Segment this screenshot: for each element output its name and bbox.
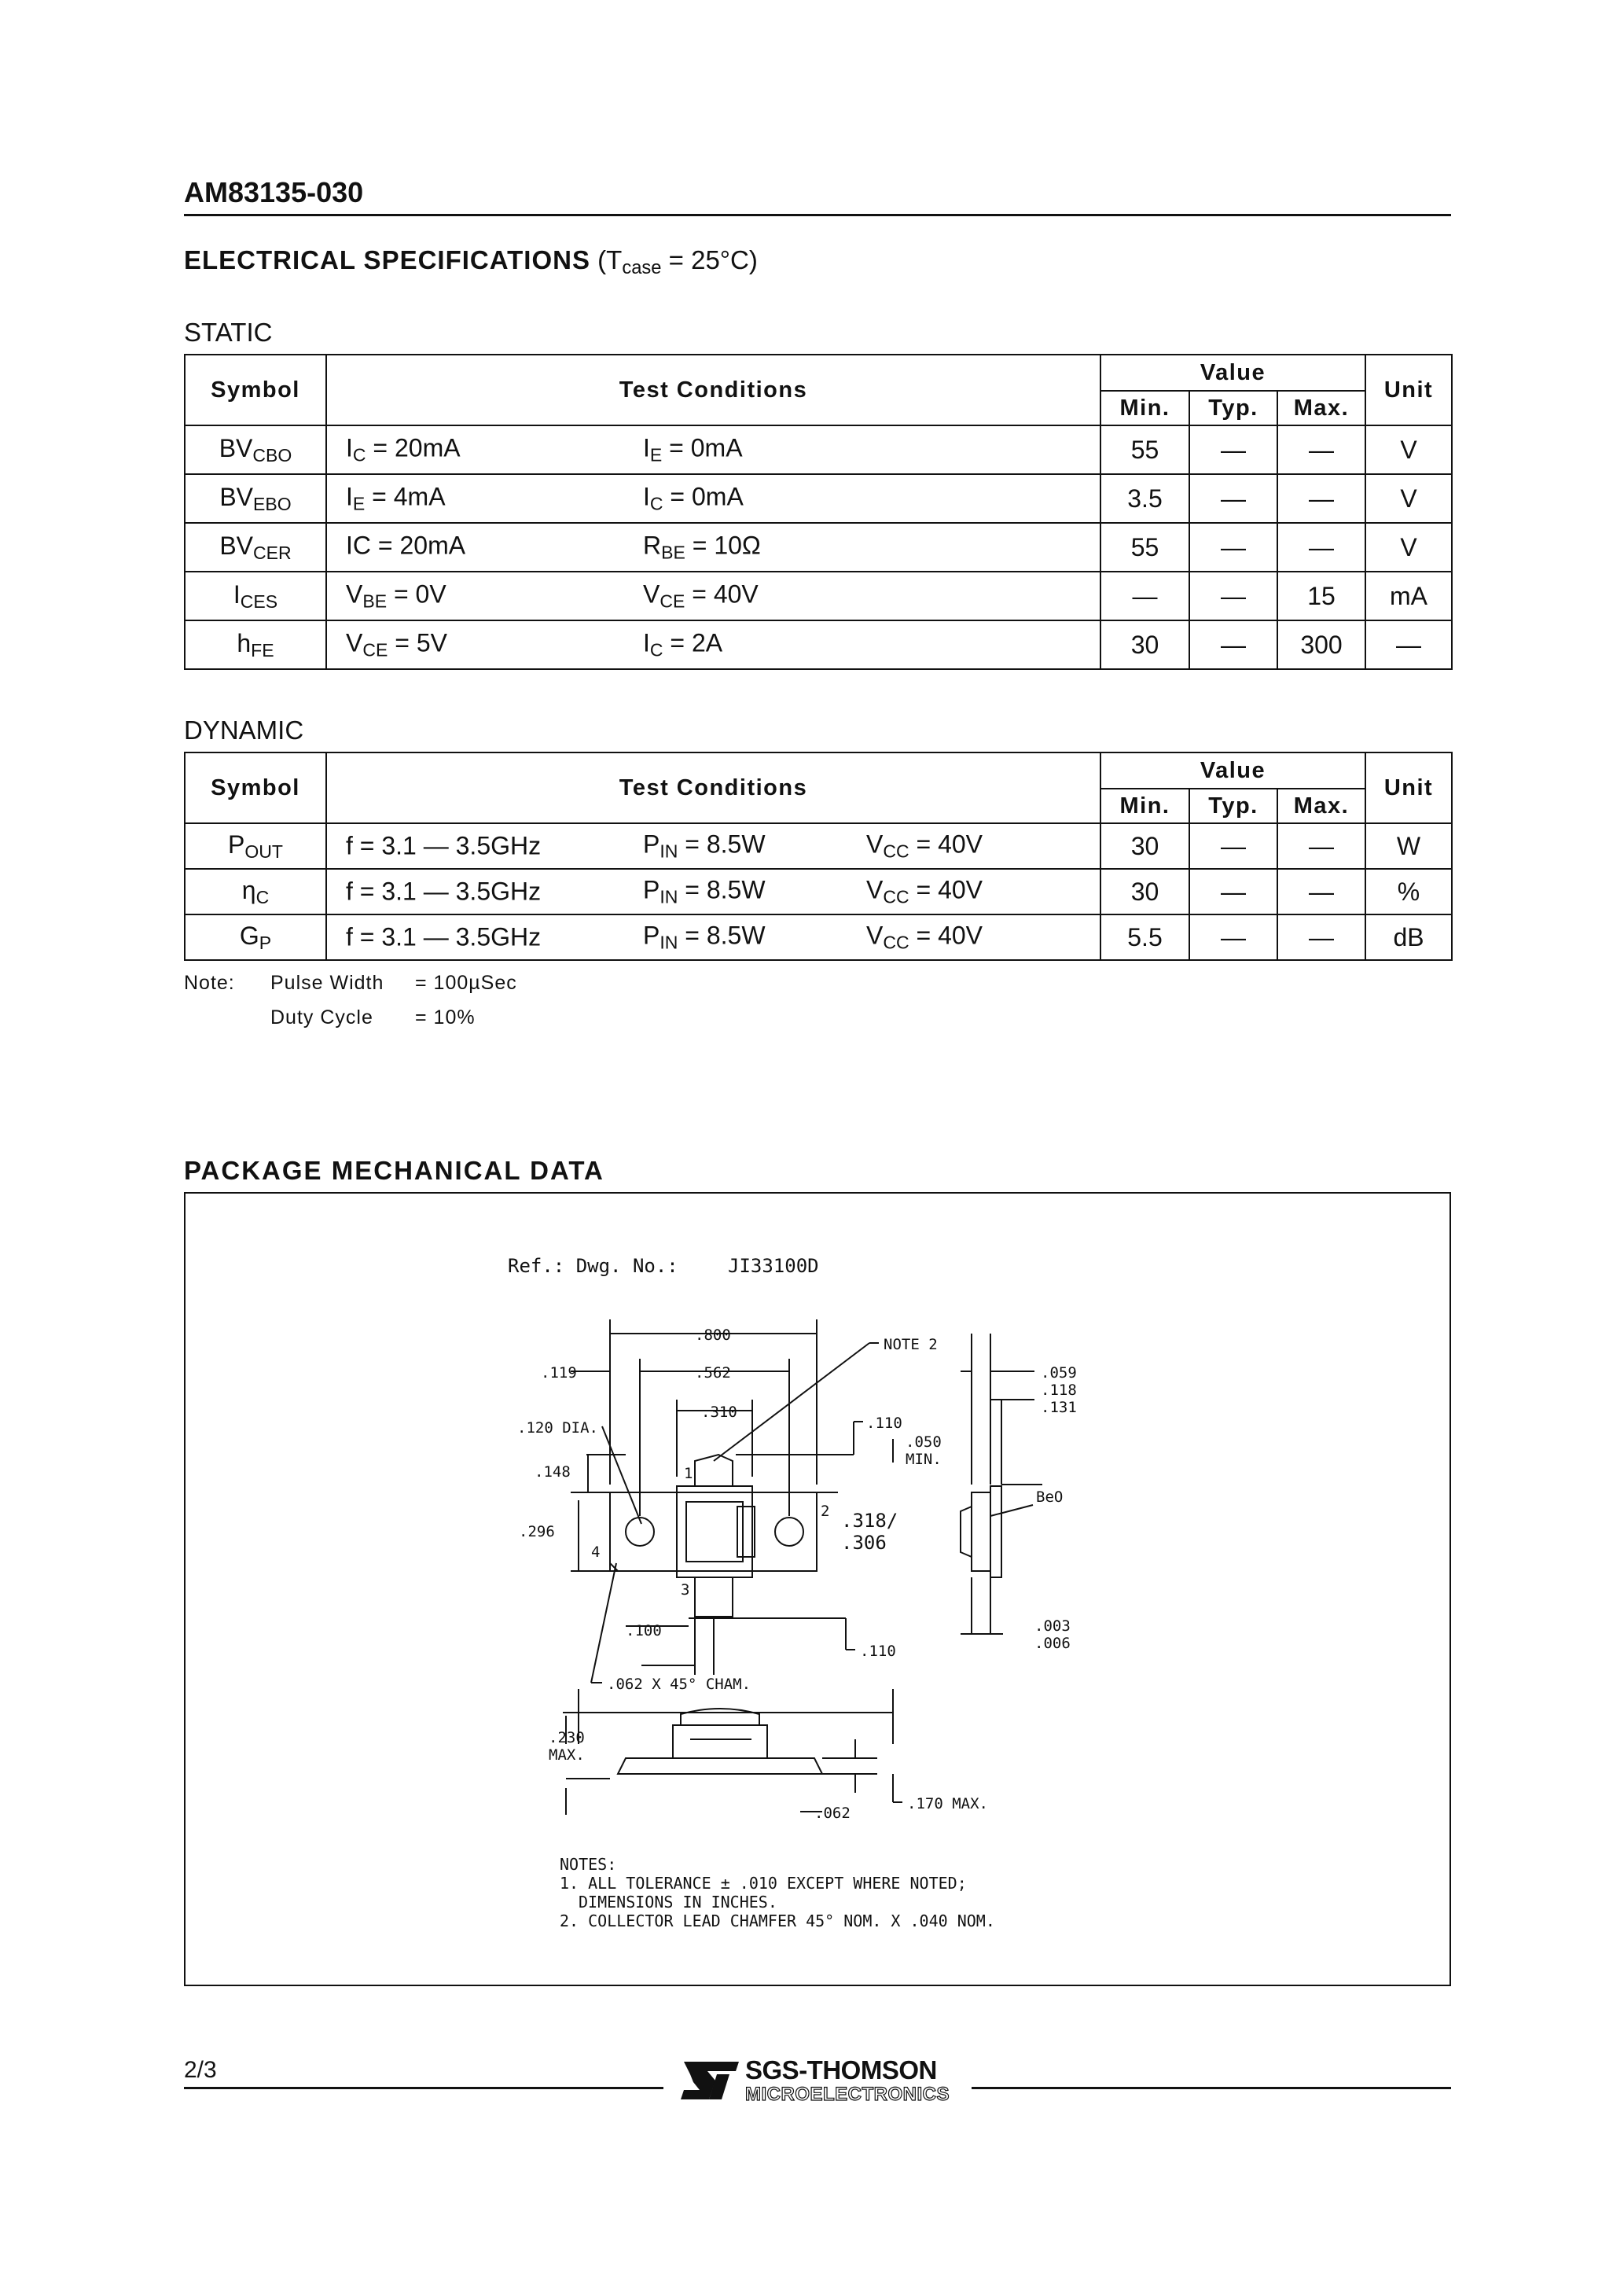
col-typ: Typ. xyxy=(1189,391,1277,425)
collector-lead xyxy=(695,1455,733,1486)
package-drawing xyxy=(186,1194,1449,1985)
symbol-cell: $P_{OUT}$ xyxy=(185,823,326,869)
side-flange xyxy=(972,1492,990,1571)
max-cell: 15 xyxy=(1277,572,1365,620)
dim-110b: .110 xyxy=(860,1643,896,1660)
typ-cell: — xyxy=(1189,914,1277,960)
power-condition: $P_{IN} = 8.5W$ xyxy=(643,830,766,862)
symbol-cell: $BV_{EBO}$ xyxy=(185,474,326,523)
conditions-cell xyxy=(326,572,1100,620)
dynamic-row xyxy=(185,823,1452,869)
condition-2: $I_C = 2A$ xyxy=(643,628,723,660)
dynamic-row xyxy=(185,869,1452,914)
conditions-cell xyxy=(326,823,1100,869)
brand-name: SGS-THOMSON xyxy=(745,2055,937,2084)
front-view xyxy=(563,1689,902,1815)
body-outline xyxy=(677,1486,752,1577)
col-value: Value xyxy=(1100,355,1365,391)
condition-2: $R_{BE} = 10\Omega$ xyxy=(643,531,761,563)
part-number: AM83135-030 xyxy=(184,176,364,208)
max-cell: — xyxy=(1277,523,1365,572)
dim-230: .230 xyxy=(549,1729,585,1746)
frequency-condition: f = 3.1 — 3.5GHz xyxy=(346,877,542,906)
power-condition: $P_{IN} = 8.5W$ xyxy=(643,921,766,953)
dynamic-label: DYNAMIC xyxy=(184,716,304,745)
col-symbol: Symbol xyxy=(185,752,326,823)
page-number: 2/3 xyxy=(184,2057,217,2083)
unit-cell: V xyxy=(1365,523,1452,572)
col-unit: Unit xyxy=(1365,355,1452,425)
mount-hole-right xyxy=(775,1518,803,1546)
package-drawing-box xyxy=(184,1192,1451,1986)
frequency-condition: f = 3.1 — 3.5GHz xyxy=(346,922,542,951)
dim-note2: NOTE 2 xyxy=(884,1336,938,1353)
typ-cell: — xyxy=(1189,869,1277,914)
cap-outline xyxy=(686,1502,743,1562)
brand-sub: MICROELECTRONICS xyxy=(745,2084,950,2105)
side-view xyxy=(961,1334,1042,1634)
note-duty-key: Duty Cycle xyxy=(270,1006,373,1028)
condition-1: $I_C = 20mA$ xyxy=(346,433,461,465)
symbol-cell: $\eta_C$ xyxy=(185,869,326,914)
unit-cell: W xyxy=(1365,823,1452,869)
electrical-heading xyxy=(184,245,758,279)
package-heading: PACKAGE MECHANICAL DATA xyxy=(184,1156,604,1185)
frequency-condition: f = 3.1 — 3.5GHz xyxy=(346,831,542,860)
symbol-cell: $h_{FE}$ xyxy=(185,620,326,669)
typ-cell: — xyxy=(1189,425,1277,474)
col-min: Min. xyxy=(1100,789,1189,823)
dim-296: .296 xyxy=(519,1523,555,1540)
front-cap xyxy=(681,1709,759,1725)
footer-rule-right xyxy=(972,2087,1451,2089)
static-row xyxy=(185,474,1452,523)
dim-100: .100 xyxy=(626,1622,662,1639)
min-cell: 30 xyxy=(1100,823,1189,869)
symbol-cell: $BV_{CER}$ xyxy=(185,523,326,572)
conditions-cell xyxy=(326,869,1100,914)
col-min: Min. xyxy=(1100,391,1189,425)
dynamic-row xyxy=(185,914,1452,960)
dimension-labels xyxy=(517,1326,1077,1822)
notes-title: NOTES: xyxy=(560,1855,617,1874)
col-conditions: Test Conditions xyxy=(326,355,1100,425)
top-view xyxy=(571,1319,893,1683)
condition-1: IC = 20mA xyxy=(346,531,466,560)
side-cap xyxy=(961,1507,972,1557)
conditions-cell xyxy=(326,914,1100,960)
dim-170: .170 MAX. xyxy=(907,1795,988,1812)
col-value: Value xyxy=(1100,752,1365,789)
conditions-cell xyxy=(326,425,1100,474)
notes-1b: DIMENSIONS IN INCHES. xyxy=(579,1893,777,1911)
note-duty-val: = 10% xyxy=(415,1006,476,1028)
unit-cell: % xyxy=(1365,869,1452,914)
static-row xyxy=(185,425,1452,474)
unit-cell: V xyxy=(1365,474,1452,523)
dim-800: .800 xyxy=(695,1326,731,1344)
min-cell: 3.5 xyxy=(1100,474,1189,523)
max-cell: — xyxy=(1277,823,1365,869)
max-cell: — xyxy=(1277,914,1365,960)
base-lead xyxy=(695,1577,733,1617)
dim-562: .562 xyxy=(695,1364,731,1382)
front-flange xyxy=(618,1758,822,1774)
static-row xyxy=(185,572,1452,620)
dim-118: .118 xyxy=(1041,1382,1077,1399)
flange-outline xyxy=(610,1492,817,1571)
electrical-condition: $(T_{case} = 25^\circ C)$ xyxy=(597,245,758,278)
voltage-condition: $V_{CC} = 40V$ xyxy=(866,830,983,862)
col-max: Max. xyxy=(1277,789,1365,823)
pin-1: 1 xyxy=(684,1465,693,1482)
pin-4: 4 xyxy=(591,1544,601,1561)
note-label: Note: xyxy=(184,972,235,994)
dim-chamfer: .062 X 45° CHAM. xyxy=(607,1676,751,1693)
unit-cell: mA xyxy=(1365,572,1452,620)
dim-059: .059 xyxy=(1041,1364,1077,1382)
condition-1: $V_{BE} = 0V$ xyxy=(346,580,446,612)
unit-cell: — xyxy=(1365,620,1452,669)
min-cell: 30 xyxy=(1100,620,1189,669)
symbol-cell: $G_P$ xyxy=(185,914,326,960)
typ-cell: — xyxy=(1189,620,1277,669)
dim-beo: BeO xyxy=(1036,1488,1064,1506)
dim-min: MIN. xyxy=(906,1451,942,1468)
voltage-condition: $V_{CC} = 40V$ xyxy=(866,921,983,953)
notes-2: 2. COLLECTOR LEAD CHAMFER 45° NOM. X .040 NOM. xyxy=(560,1911,995,1930)
condition-2: $I_C = 0mA$ xyxy=(643,482,744,514)
max-cell: — xyxy=(1277,425,1365,474)
static-row xyxy=(185,620,1452,669)
pin-3: 3 xyxy=(681,1581,690,1599)
footer-rule-left xyxy=(184,2087,663,2089)
dim-006: .006 xyxy=(1034,1635,1071,1652)
header-rule xyxy=(184,214,1451,216)
dim-050: .050 xyxy=(906,1433,942,1451)
note-pulse-val: = 100µSec xyxy=(415,972,517,994)
typ-cell: — xyxy=(1189,523,1277,572)
col-max: Max. xyxy=(1277,391,1365,425)
typ-cell: — xyxy=(1189,572,1277,620)
min-cell: 55 xyxy=(1100,523,1189,572)
power-condition: $P_{IN} = 8.5W$ xyxy=(643,875,766,907)
dim-119: .119 xyxy=(541,1364,577,1382)
max-cell: — xyxy=(1277,869,1365,914)
drawing-notes xyxy=(560,1855,995,1930)
typ-cell: — xyxy=(1189,474,1277,523)
col-symbol: Symbol xyxy=(185,355,326,425)
unit-cell: V xyxy=(1365,425,1452,474)
symbol-cell: $BV_{CBO}$ xyxy=(185,425,326,474)
front-body xyxy=(673,1725,767,1758)
st-logo-icon xyxy=(673,2059,740,2103)
conditions-cell xyxy=(326,620,1100,669)
dim-148: .148 xyxy=(535,1463,571,1481)
condition-2: $V_{CE} = 40V$ xyxy=(643,580,759,612)
min-cell: — xyxy=(1100,572,1189,620)
condition-1: $I_E = 4mA$ xyxy=(346,482,446,514)
dynamic-table xyxy=(184,752,1453,961)
conditions-cell xyxy=(326,523,1100,572)
dim-110a: .110 xyxy=(866,1415,902,1432)
dim-306: .306 xyxy=(841,1532,887,1554)
pin-2: 2 xyxy=(821,1503,830,1520)
typ-cell: — xyxy=(1189,823,1277,869)
min-cell: 55 xyxy=(1100,425,1189,474)
dim-131: .131 xyxy=(1041,1399,1077,1416)
voltage-condition: $V_{CC} = 40V$ xyxy=(866,875,983,907)
static-table xyxy=(184,354,1453,670)
dim-318: .318/ xyxy=(841,1510,898,1532)
conditions-cell xyxy=(326,474,1100,523)
electrical-title: ELECTRICAL SPECIFICATIONS xyxy=(184,245,590,274)
max-cell: — xyxy=(1277,474,1365,523)
min-cell: 5.5 xyxy=(1100,914,1189,960)
dim-003: .003 xyxy=(1034,1617,1071,1635)
notes-1a: 1. ALL TOLERANCE ± .010 EXCEPT WHERE NOTED; xyxy=(560,1874,967,1893)
static-row xyxy=(185,523,1452,572)
min-cell: 30 xyxy=(1100,869,1189,914)
col-unit: Unit xyxy=(1365,752,1452,823)
static-label: STATIC xyxy=(184,318,273,347)
max-cell: 300 xyxy=(1277,620,1365,669)
ref-dwg: JI33100D xyxy=(728,1255,819,1277)
col-typ: Typ. xyxy=(1189,789,1277,823)
dim-120-dia: .120 DIA. xyxy=(517,1419,598,1437)
condition-2: $I_E = 0mA$ xyxy=(643,433,743,465)
dim-062: .062 xyxy=(814,1805,851,1822)
dim-310: .310 xyxy=(701,1404,737,1421)
note-pulse-key: Pulse Width xyxy=(270,972,384,994)
unit-cell: dB xyxy=(1365,914,1452,960)
ref-label: Ref.: Dwg. No.: xyxy=(508,1255,678,1277)
symbol-cell: $I_{CES}$ xyxy=(185,572,326,620)
dim-max: MAX. xyxy=(549,1746,585,1764)
col-conditions: Test Conditions xyxy=(326,752,1100,823)
condition-1: $V_{CE} = 5V$ xyxy=(346,628,447,660)
